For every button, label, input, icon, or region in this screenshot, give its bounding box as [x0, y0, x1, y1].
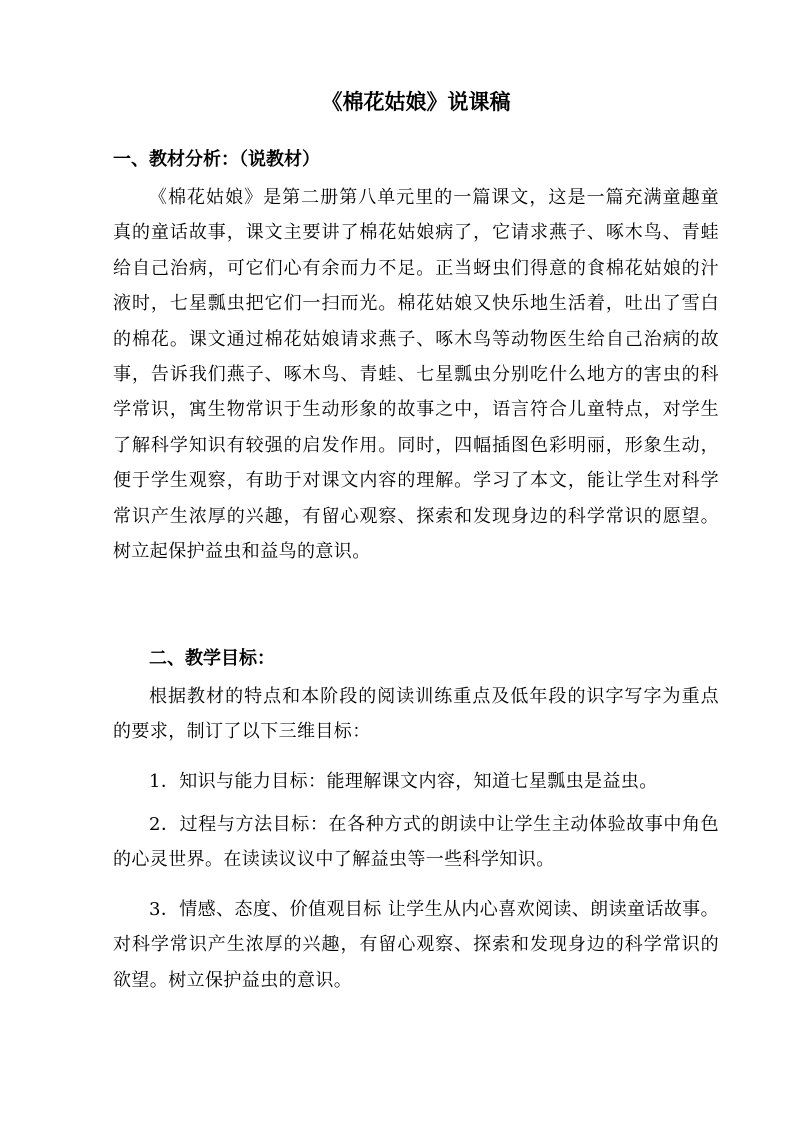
goal-process-method: 2．过程与方法目标：在各种方式的朗读中让学生主动体验故事中角色的心灵世界。在读读议议中了解益虫等一些科学知识。 — [113, 814, 719, 871]
goal-emotion-attitude-values: 3．情感、态度、价值观目标 让学生从内心喜欢阅读、朗读童话故事。对科学常识产生浓厚的兴趣，有留心观察、探索和发现身边的科学常识的欲望。树立保护益虫的意识。 — [113, 899, 719, 991]
teaching-goals-intro: 根据教材的特点和本阶段的阅读训练重点及低年段的识字写字为重点的要求，制订了以下三维目标： — [113, 686, 719, 743]
goal-knowledge-ability: 1．知识与能力目标：能理解课文内容，知道七星瓢虫是益虫。 — [149, 771, 658, 792]
section-heading-textbook-analysis: 一、教材分析：（说教材） — [113, 149, 320, 170]
section-heading-teaching-goals: 二、教学目标： — [149, 648, 275, 669]
document-title: 《棉花姑娘》说课稿 — [321, 89, 511, 114]
textbook-analysis-paragraph: 《棉花姑娘》是第二册第八单元里的一篇课文，这是一篇充满童趣童真的童话故事，课文主要讲了棉花姑娘病了，它请求燕子、啄木鸟、青蛙给自己治病，可它们心有余而力不足。正当蚜虫们得意的食棉花姑娘的汁液时，七星瓢虫把它们一扫而光。棉花姑娘又快乐地生活着，吐出了雪白的棉花。课文通过棉花姑娘请求燕子、啄木鸟等动物医生给自己治病的故事，告诉我们燕子、啄木鸟、青蛙、七星瓢虫分别吃什么地方的害虫的科学常识，寓生物常识于生动形象的故事之中，语言符合儿童特点，对学生了解科学知识有较强的启发作用。同时，四幅插图色彩明丽，形象生动，便于学生观察，有助于对课文内容的理解。学习了本文，能让学生对科学常识产生浓厚的兴趣，有留心观察、探索和发现身边的科学常识的愿望。树立起保护益虫和益鸟的意识。 — [113, 187, 719, 563]
